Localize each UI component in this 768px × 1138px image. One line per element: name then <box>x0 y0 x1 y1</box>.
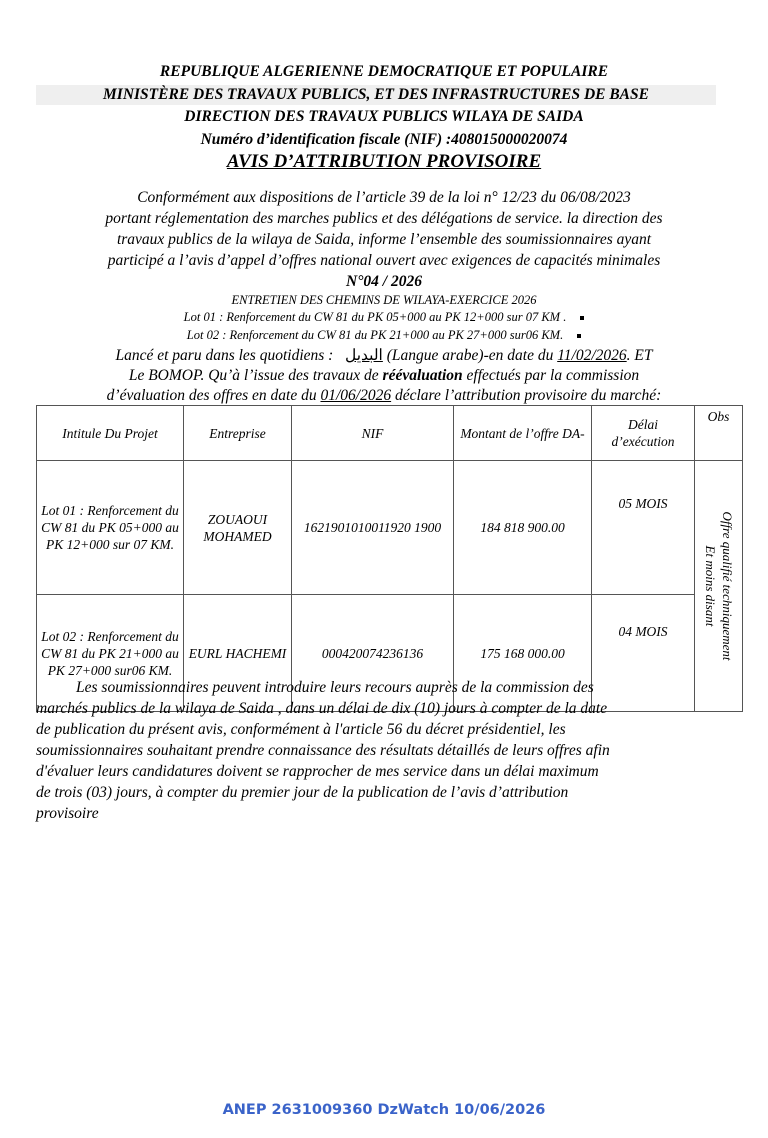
publication-footer: ANEP 2631009360 DzWatch 10/06/2026 <box>222 1102 546 1118</box>
intro-line: participé a l’avis d’appel d’offres national ouvert avec exigences de capacités minimales <box>107 252 661 269</box>
nif-heading: Numéro d’identification fiscale (NIF) :408015000020074 <box>200 131 568 148</box>
intro-line: travaux publics de la wilaya de Saida, informe l’ensemble des soumissionnaires ayant <box>116 231 652 248</box>
recourse-line: Les soumissionnaires peuvent introduire leurs recours auprès de la commission des <box>76 679 594 696</box>
launch-text: effectués par la commission <box>466 367 640 384</box>
intro-line: Conformément aux dispositions de l’article 39 de la loi n° 12/23 du 06/08/2023 <box>137 189 631 206</box>
cell-delay: 05 MOIS <box>592 461 695 595</box>
recourse-line: soumissionnaires souhaitant prendre connaissance des résultats détaillés de leurs offres afin <box>36 742 610 759</box>
launch-line <box>0 346 768 366</box>
launch-date: 11/02/2026 <box>557 347 627 364</box>
table-header-row <box>37 406 743 461</box>
col-header-company: Entreprise <box>184 406 292 461</box>
recourse-paragraph <box>36 677 736 824</box>
reevaluation-word: réévaluation <box>382 367 463 384</box>
launch-line <box>0 386 768 406</box>
cell-nif: 000420074236136 <box>292 595 454 712</box>
attribution-table <box>36 405 743 712</box>
lot-summary <box>0 327 768 343</box>
tender-subject: ENTRETIEN DES CHEMINS DE WILAYA-EXERCICE 2026 <box>231 293 537 307</box>
launch-language: (Langue arabe)-en date du <box>386 347 554 364</box>
cell-project: Lot 01 : Renforcement du CW 81 du PK 05+000 au PK 12+000 sur 07 KM. <box>37 461 184 595</box>
lot-summary-text: Lot 02 : Renforcement du CW 81 du PK 21+000 au PK 27+000 sur06 KM. <box>186 328 564 342</box>
ministry-heading: MINISTÈRE DES TRAVAUX PUBLICS, ET DES INFRASTRUCTURES DE BASE <box>36 85 716 105</box>
lot-summary <box>0 309 768 325</box>
recourse-line: de trois (03) jours, à compter du premier jour de la publication de l’avis d’attribution <box>36 784 569 801</box>
recourse-line: de publication du présent avis, conformément à l'article 56 du décret présidentiel, les <box>36 721 566 738</box>
bullet-icon <box>577 334 581 338</box>
cell-amount: 184 818 900.00 <box>454 461 592 595</box>
intro-paragraph <box>40 187 728 271</box>
cell-amount: 175 168 000.00 <box>454 595 592 712</box>
obs-text <box>702 512 736 661</box>
cell-nif: 1621901010011920 1900 <box>292 461 454 595</box>
direction-heading: DIRECTION DES TRAVAUX PUBLICS WILAYA DE SAIDA <box>184 108 584 125</box>
cell-company: EURL HACHEMI <box>184 595 292 712</box>
obs-line: Offre qualifié techniquement <box>719 511 735 661</box>
cell-delay: 04 MOIS <box>592 595 695 712</box>
col-header-obs: Obs <box>695 406 743 461</box>
intro-line: portant réglementation des marches publics et des délégations de service. la direction des <box>105 210 663 227</box>
launch-line <box>0 366 768 386</box>
launch-suffix: . ET <box>626 347 653 364</box>
cell-obs <box>695 461 743 712</box>
col-header-project: Intitule Du Projet <box>37 406 184 461</box>
launch-text: d’évaluation des offres en date du <box>106 387 317 404</box>
cell-company: ZOUAOUI MOHAMED <box>184 461 292 595</box>
recourse-line: marchés publics de la wilaya de Saida , dans un délai de dix (10) jours à compter de la date <box>36 700 608 717</box>
table-row <box>37 461 743 595</box>
newspaper-name: البديل <box>344 347 383 364</box>
launch-text: Le BOMOP. Qu’à l’issue des travaux de <box>128 367 379 384</box>
launch-prefix: Lancé et paru dans les quotidiens : <box>115 347 334 364</box>
notice-title: AVIS D’ATTRIBUTION PROVISOIRE <box>226 151 542 172</box>
evaluation-date: 01/06/2026 <box>320 387 392 404</box>
cell-project: Lot 02 : Renforcement du CW 81 du PK 21+000 au PK 27+000 sur06 KM. <box>37 595 184 712</box>
col-header-nif: NIF <box>292 406 454 461</box>
republic-heading: REPUBLIQUE ALGERIENNE DEMOCRATIQUE ET POPULAIRE <box>159 63 609 80</box>
bullet-icon <box>580 316 584 320</box>
col-header-amount: Montant de l’offre DA- <box>454 406 592 461</box>
lot-summary-text: Lot 01 : Renforcement du CW 81 du PK 05+000 au PK 12+000 sur 07 KM . <box>183 310 567 324</box>
recourse-line: provisoire <box>36 805 99 822</box>
launch-text: déclare l’attribution provisoire du marché: <box>394 387 662 404</box>
obs-line: Et moins disant <box>702 545 718 627</box>
recourse-line: d'évaluer leurs candidatures doivent se rapprocher de mes service dans un délai maximum <box>36 763 599 780</box>
tender-number: N°04 / 2026 <box>346 273 422 290</box>
launch-paragraph <box>0 346 768 406</box>
col-header-delay: Délai d’exécution <box>592 406 695 461</box>
